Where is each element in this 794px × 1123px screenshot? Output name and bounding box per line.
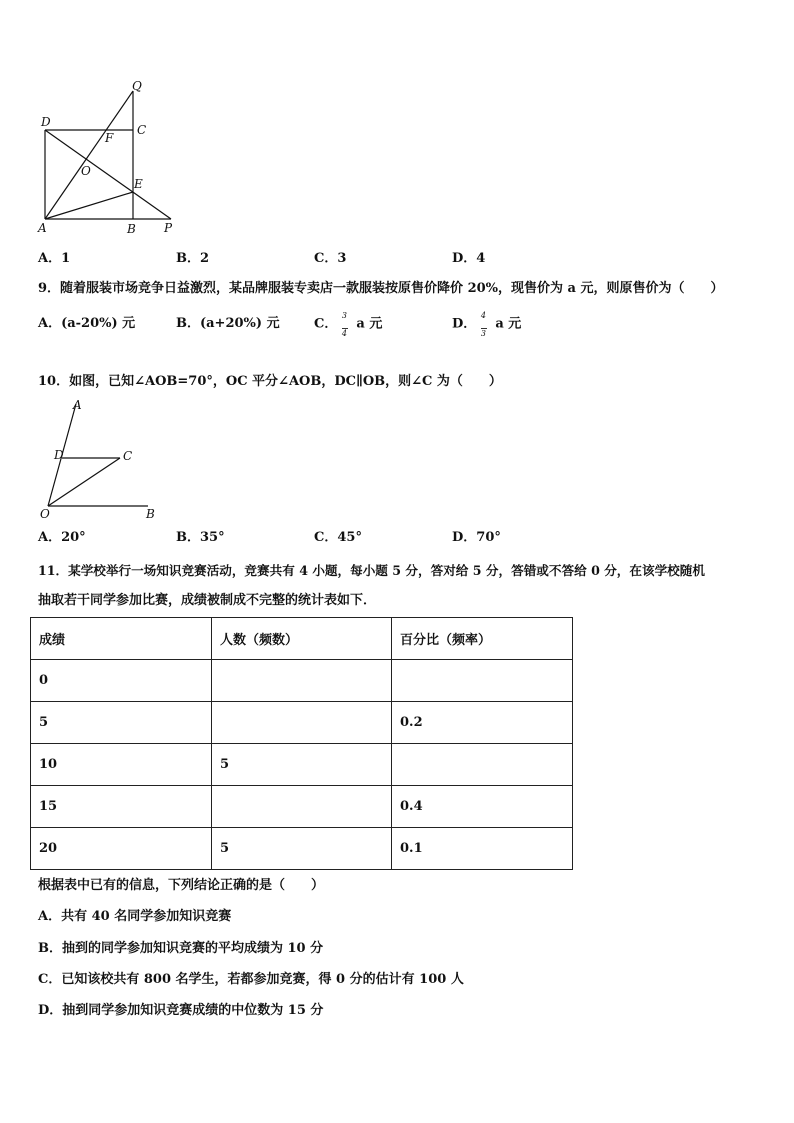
- table-row: [31, 786, 573, 828]
- figure-angle-geometry: [38, 398, 163, 523]
- q9-option-d-numerator: 4: [480, 311, 486, 320]
- fig1-label-q: Q: [132, 79, 142, 93]
- q11-option-b: B．抽到的同学参加知识竞赛的平均成绩为 10 分: [38, 941, 324, 956]
- q10-option-c: C．45°: [314, 530, 362, 545]
- q11-option-d: D．抽到同学参加知识竞赛成绩的中位数为 15 分: [38, 1003, 324, 1018]
- table-header-percent: 百分比（频率）: [392, 618, 573, 660]
- table-row: [31, 660, 573, 702]
- fig2-label-c: C: [123, 449, 133, 463]
- table-header-count: 人数（频数）: [212, 618, 392, 660]
- fig1-label-d: D: [41, 115, 51, 129]
- q11-option-a: A．共有 40 名同学参加知识竞赛: [38, 909, 232, 924]
- q8-option-d: D．4: [452, 251, 486, 266]
- q9-option-d-fraction: [480, 311, 489, 338]
- q9-option-d-suffix: a 元: [495, 316, 522, 332]
- table-cell: 0.2: [392, 702, 573, 744]
- fig1-label-o: O: [81, 164, 91, 178]
- q9-option-a: A．(a-20%) 元: [38, 316, 136, 331]
- fig1-label-e: E: [134, 177, 143, 191]
- q11-stem-line2: 抽取若干同学参加比赛，成绩被制成不完整的统计表如下．: [38, 593, 377, 608]
- q10-option-a: A．20°: [38, 530, 86, 545]
- table-cell: 5: [31, 702, 212, 744]
- table-cell: [212, 660, 392, 702]
- q9-option-c-numerator: 3: [341, 311, 347, 320]
- table-cell: 5: [212, 828, 392, 870]
- q9-option-c-fraction: [341, 311, 350, 338]
- table-cell: [392, 744, 573, 786]
- table-cell: 0.1: [392, 828, 573, 870]
- q9-option-d-prefix: D．: [452, 316, 477, 332]
- q8-option-c: C．3: [314, 251, 347, 266]
- score-table: [30, 617, 573, 870]
- table-row: [31, 702, 573, 744]
- table-cell: [212, 702, 392, 744]
- fig2-label-b: B: [146, 507, 155, 521]
- fig1-label-a: A: [38, 221, 47, 235]
- q11-option-c: C．已知该校共有 800 名学生，若都参加竞赛，得 0 分的估计有 100 人: [38, 972, 464, 987]
- q10-option-d: D．70°: [452, 530, 501, 545]
- fig1-label-f: F: [105, 131, 114, 145]
- q8-option-b: B．2: [176, 251, 210, 266]
- q9-option-b: B．(a+20%) 元: [176, 316, 280, 331]
- table-cell: 0.4: [392, 786, 573, 828]
- q11-question: 根据表中已有的信息，下列结论正确的是（ ）: [38, 878, 325, 893]
- fig2-label-o: O: [40, 507, 50, 521]
- q9-stem: 9．随着服装市场竞争日益激烈，某品牌服装专卖店一款服装按原售价降价 20%，现售价为 a 元，则原售价为（ ）: [38, 281, 724, 296]
- fig1-label-p: P: [164, 221, 173, 235]
- q10-option-b: B．35°: [176, 530, 225, 545]
- table-row: [31, 828, 573, 870]
- table-cell: 5: [212, 744, 392, 786]
- fig2-label-d: D: [54, 448, 64, 462]
- q8-option-a: A．1: [38, 251, 71, 266]
- q9-option-c-suffix: a 元: [356, 316, 383, 332]
- q9-option-c-prefix: C．: [314, 316, 338, 332]
- table-cell: 15: [31, 786, 212, 828]
- table-row: [31, 744, 573, 786]
- table-header-row: [31, 618, 573, 660]
- fig2-label-a: A: [73, 398, 82, 412]
- figure-square-geometry: [30, 78, 190, 238]
- table-cell: 10: [31, 744, 212, 786]
- table-cell: [392, 660, 573, 702]
- fig1-label-c: C: [137, 123, 147, 137]
- q11-stem-line1: 11．某学校举行一场知识竞赛活动，竞赛共有 4 小题，每小题 5 分，答对给 5 分，答错或不答给 0 分，在该学校随机: [38, 563, 705, 578]
- table-header-score: 成绩: [31, 618, 212, 660]
- q9-option-d: [452, 311, 522, 338]
- q9-option-d-denominator: 3: [480, 329, 486, 338]
- q10-stem: 10．如图，已知∠AOB=70°，OC 平分∠AOB，DC∥OB，则∠C 为（ ）: [38, 374, 502, 389]
- table-cell: 0: [31, 660, 212, 702]
- table-cell: [212, 786, 392, 828]
- table-cell: 20: [31, 828, 212, 870]
- fig1-label-b: B: [127, 222, 136, 236]
- q9-option-c-denominator: 4: [341, 329, 347, 338]
- q9-option-c: [314, 311, 383, 338]
